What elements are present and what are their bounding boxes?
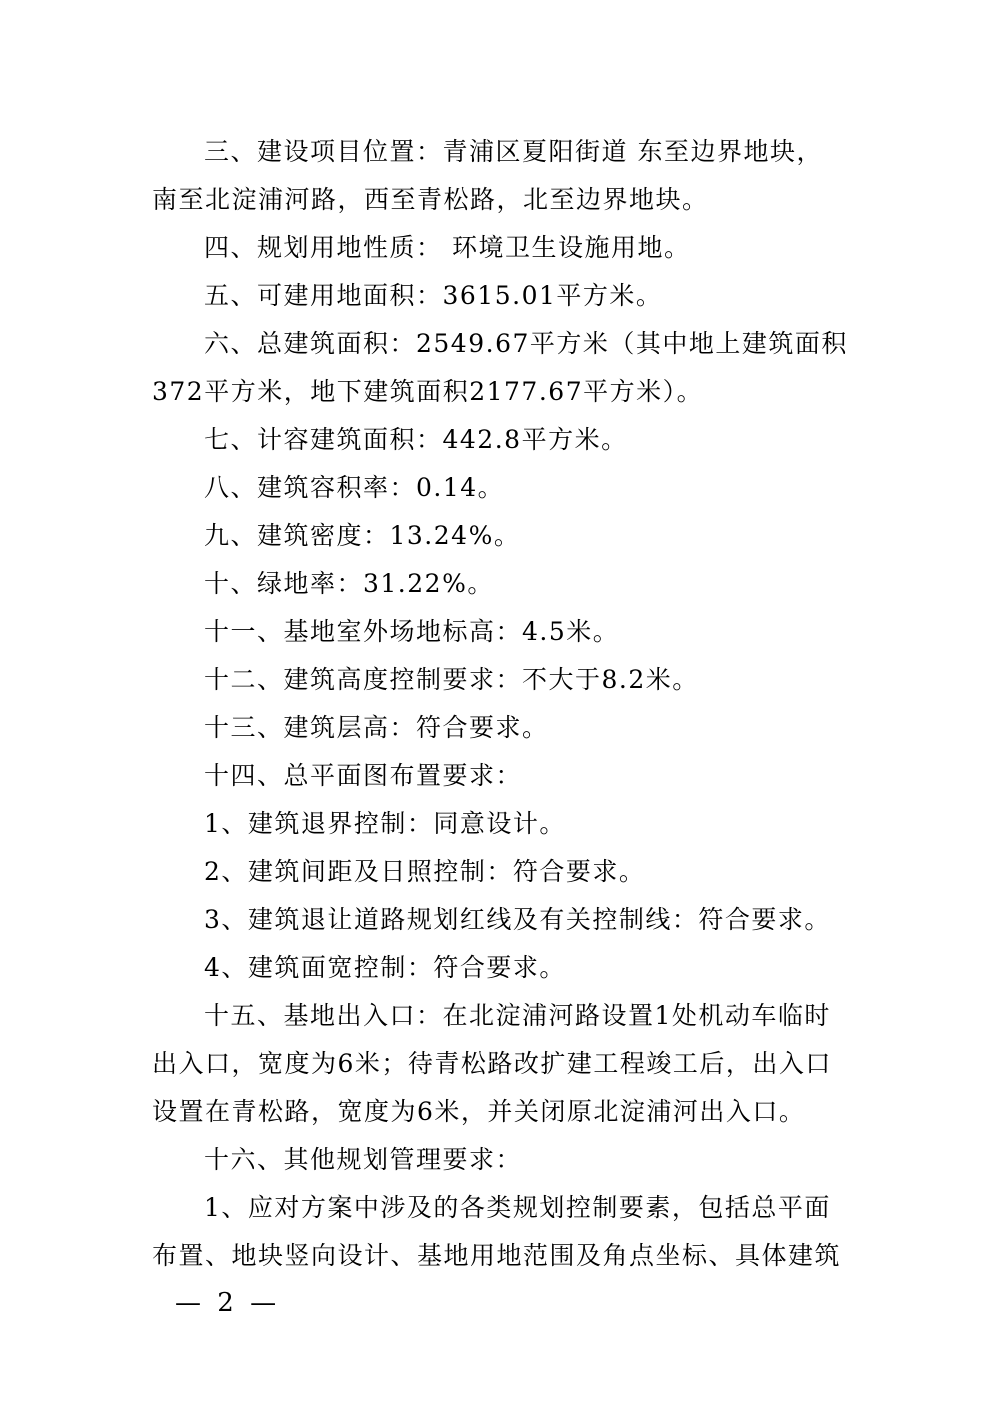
text-line: 372平方米，地下建筑面积2177.67平方米）。 (152, 377, 704, 406)
paragraph-other-requirements-heading (152, 1136, 894, 1184)
paragraph-total-floor-area (152, 320, 894, 416)
text-line: 四、规划用地性质： 环境卫生设施用地。 (204, 233, 691, 262)
text-line: 七、计容建筑面积：442.8平方米。 (204, 425, 628, 454)
text-line: 布置、地块竖向设计、基地用地范围及角点坐标、具体建筑 (152, 1241, 842, 1270)
paragraph-land-use-nature (152, 224, 894, 272)
text-line: 五、可建用地面积：3615.01平方米。 (204, 281, 663, 310)
text-line: 十五、基地出入口：在北淀浦河路设置1处机动车临时 (204, 1001, 831, 1030)
text-line: 1、建筑退界控制：同意设计。 (204, 809, 566, 838)
text-line: 十一、基地室外场地标高：4.5米。 (204, 617, 620, 646)
paragraph-counted-floor-area (152, 416, 894, 464)
paragraph-building-density (152, 512, 894, 560)
paragraph-frontage-width (152, 944, 894, 992)
text-line: 十三、建筑层高：符合要求。 (204, 713, 549, 742)
text-line: 南至北淀浦河路，西至青松路，北至边界地块。 (152, 185, 709, 214)
paragraph-spacing-sunlight (152, 848, 894, 896)
text-line: 3、建筑退让道路规划红线及有关控制线：符合要求。 (204, 905, 831, 934)
text-line: 八、建筑容积率：0.14。 (204, 473, 505, 502)
text-line: 九、建筑密度：13.24%。 (204, 521, 521, 550)
paragraph-plot-ratio (152, 464, 894, 512)
paragraph-project-location (152, 128, 894, 224)
text-line: 设置在青松路，宽度为6米，并关闭原北淀浦河出入口。 (152, 1097, 806, 1126)
text-line: 六、总建筑面积：2549.67平方米（其中地上建筑面积 (204, 329, 848, 358)
paragraph-floor-height (152, 704, 894, 752)
text-line: 十二、建筑高度控制要求：不大于8.2米。 (204, 665, 699, 694)
page-number: — 2 — (175, 1288, 281, 1318)
paragraph-planning-control-elements (152, 1184, 894, 1280)
paragraph-buildable-area (152, 272, 894, 320)
text-line: 出入口，宽度为6米；待青松路改扩建工程竣工后，出入口 (152, 1049, 832, 1078)
text-line: 十、绿地率：31.22%。 (204, 569, 494, 598)
text-line: 2、建筑间距及日照控制：符合要求。 (204, 857, 646, 886)
text-line: 1、应对方案中涉及的各类规划控制要素，包括总平面 (204, 1193, 831, 1222)
paragraph-site-elevation (152, 608, 894, 656)
text-line: 三、建设项目位置：青浦区夏阳街道 东至边界地块， (204, 137, 823, 166)
paragraph-site-entrance (152, 992, 894, 1136)
paragraph-green-ratio (152, 560, 894, 608)
paragraph-road-setback (152, 896, 894, 944)
paragraph-setback-control (152, 800, 894, 848)
paragraph-height-control (152, 656, 894, 704)
paragraph-site-plan-heading (152, 752, 894, 800)
text-line: 十四、总平面图布置要求： (204, 761, 523, 790)
text-line: 4、建筑面宽控制：符合要求。 (204, 953, 566, 982)
text-line: 十六、其他规划管理要求： (204, 1145, 523, 1174)
